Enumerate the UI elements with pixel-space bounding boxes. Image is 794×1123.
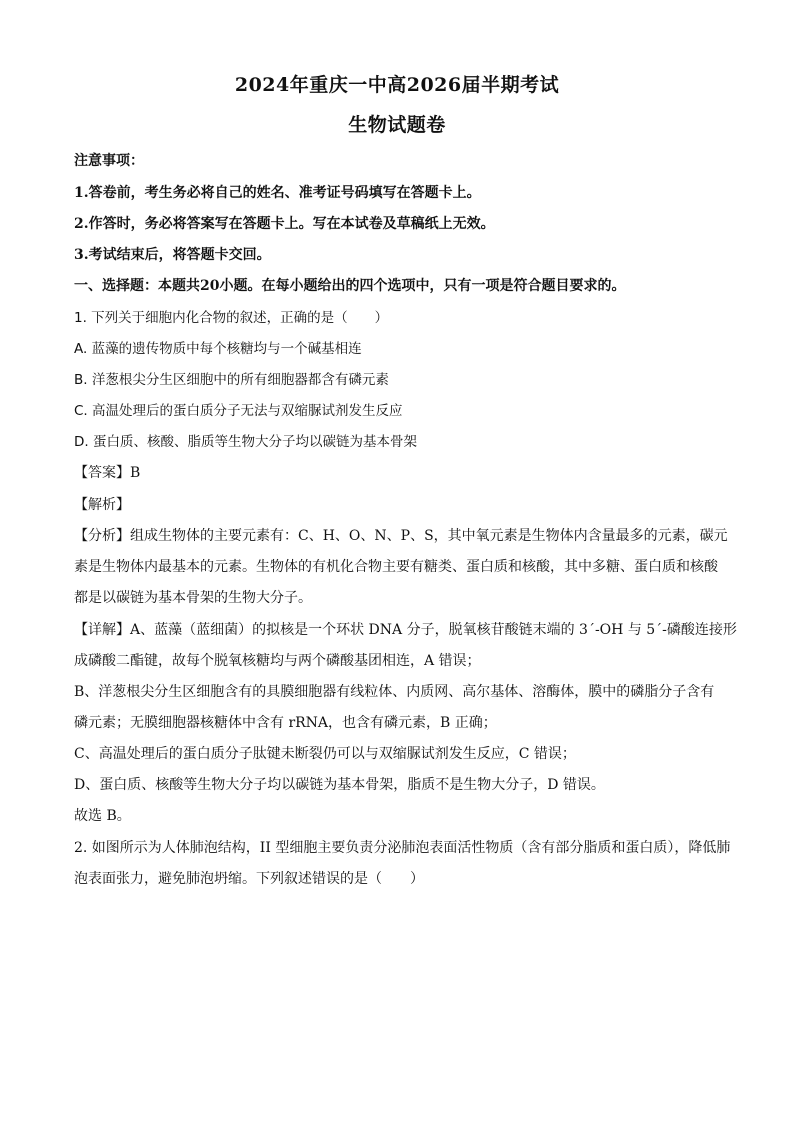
detail-line-1: 【详解】A、蓝藻（蓝细菌）的拟核是一个环状 DNA 分子，脱氧核苷酸链末端的 3´-OH 与 5´-磷酸连接形 bbox=[74, 622, 737, 638]
note-item-3: 3.考试结束后，将答题卡交回。 bbox=[74, 247, 271, 263]
question-1-option-b: B. 洋葱根尖分生区细胞中的所有细胞器都含有磷元素 bbox=[74, 372, 389, 388]
question-1-answer: 【答案】B bbox=[74, 465, 141, 481]
detail-line-3: B、洋葱根尖分生区细胞含有的具膜细胞器有线粒体、内质网、高尔基体、溶酶体，膜中的磷脂分子含有 bbox=[74, 684, 715, 700]
detail-line-5: C、高温处理后的蛋白质分子肽键未断裂仍可以与双缩脲试剂发生反应，C 错误； bbox=[74, 746, 576, 762]
question-1-analysis-label: 【解析】 bbox=[74, 497, 130, 513]
analysis-line-3: 都是以碳链为基本骨架的生物大分子。 bbox=[74, 590, 312, 606]
question-1-option-a: A. 蓝藻的遗传物质中每个核糖均与一个碱基相连 bbox=[74, 341, 362, 357]
analysis-line-2: 素是生物体内最基本的元素。生物体的有机化合物主要有糖类、蛋白质和核酸，其中多糖、蛋白质和核酸 bbox=[74, 559, 718, 575]
detail-line-2: 成磷酸二酯键，故每个脱氧核糖均与两个磷酸基团相连，A 错误； bbox=[74, 653, 481, 669]
exam-subtitle: 生物试题卷 bbox=[348, 114, 446, 136]
detail-line-4: 磷元素；无膜细胞器核糖体中含有 rRNA，也含有磷元素，B 正确； bbox=[74, 715, 497, 731]
notes-heading: 注意事项： bbox=[74, 153, 144, 169]
exam-title: 2024年重庆一中高2026届半期考试 bbox=[234, 74, 560, 96]
question-1-stem: 1. 下列关于细胞内化合物的叙述，正确的是（ ） bbox=[74, 310, 389, 326]
question-2-stem-line-2: 泡表面张力，避免肺泡坍缩。下列叙述错误的是（ ） bbox=[74, 871, 424, 887]
section-heading: 一、选择题：本题共20小题。在每小题给出的四个选项中，只有一项是符合题目要求的。 bbox=[74, 278, 626, 294]
detail-line-7: 故选 B。 bbox=[74, 808, 131, 824]
note-item-2: 2.作答时，务必将答案写在答题卡上。写在本试卷及草稿纸上无效。 bbox=[74, 216, 495, 232]
note-item-1: 1.答卷前，考生务必将自己的姓名、准考证号码填写在答题卡上。 bbox=[74, 185, 481, 201]
question-1-option-d: D. 蛋白质、核酸、脂质等生物大分子均以碳链为基本骨架 bbox=[74, 434, 417, 450]
detail-line-6: D、蛋白质、核酸等生物大分子均以碳链为基本骨架，脂质不是生物大分子，D 错误。 bbox=[74, 777, 605, 793]
question-1-option-c: C. 高温处理后的蛋白质分子无法与双缩脲试剂发生反应 bbox=[74, 403, 403, 419]
question-2-stem-line-1: 2. 如图所示为人体肺泡结构，II 型细胞主要负责分泌肺泡表面活性物质（含有部分脂质和蛋白质），降低肺 bbox=[74, 840, 731, 856]
analysis-line-1: 【分析】组成生物体的主要元素有：C、H、O、N、P、S，其中氧元素是生物体内含量最多的元素，碳元 bbox=[74, 528, 728, 544]
